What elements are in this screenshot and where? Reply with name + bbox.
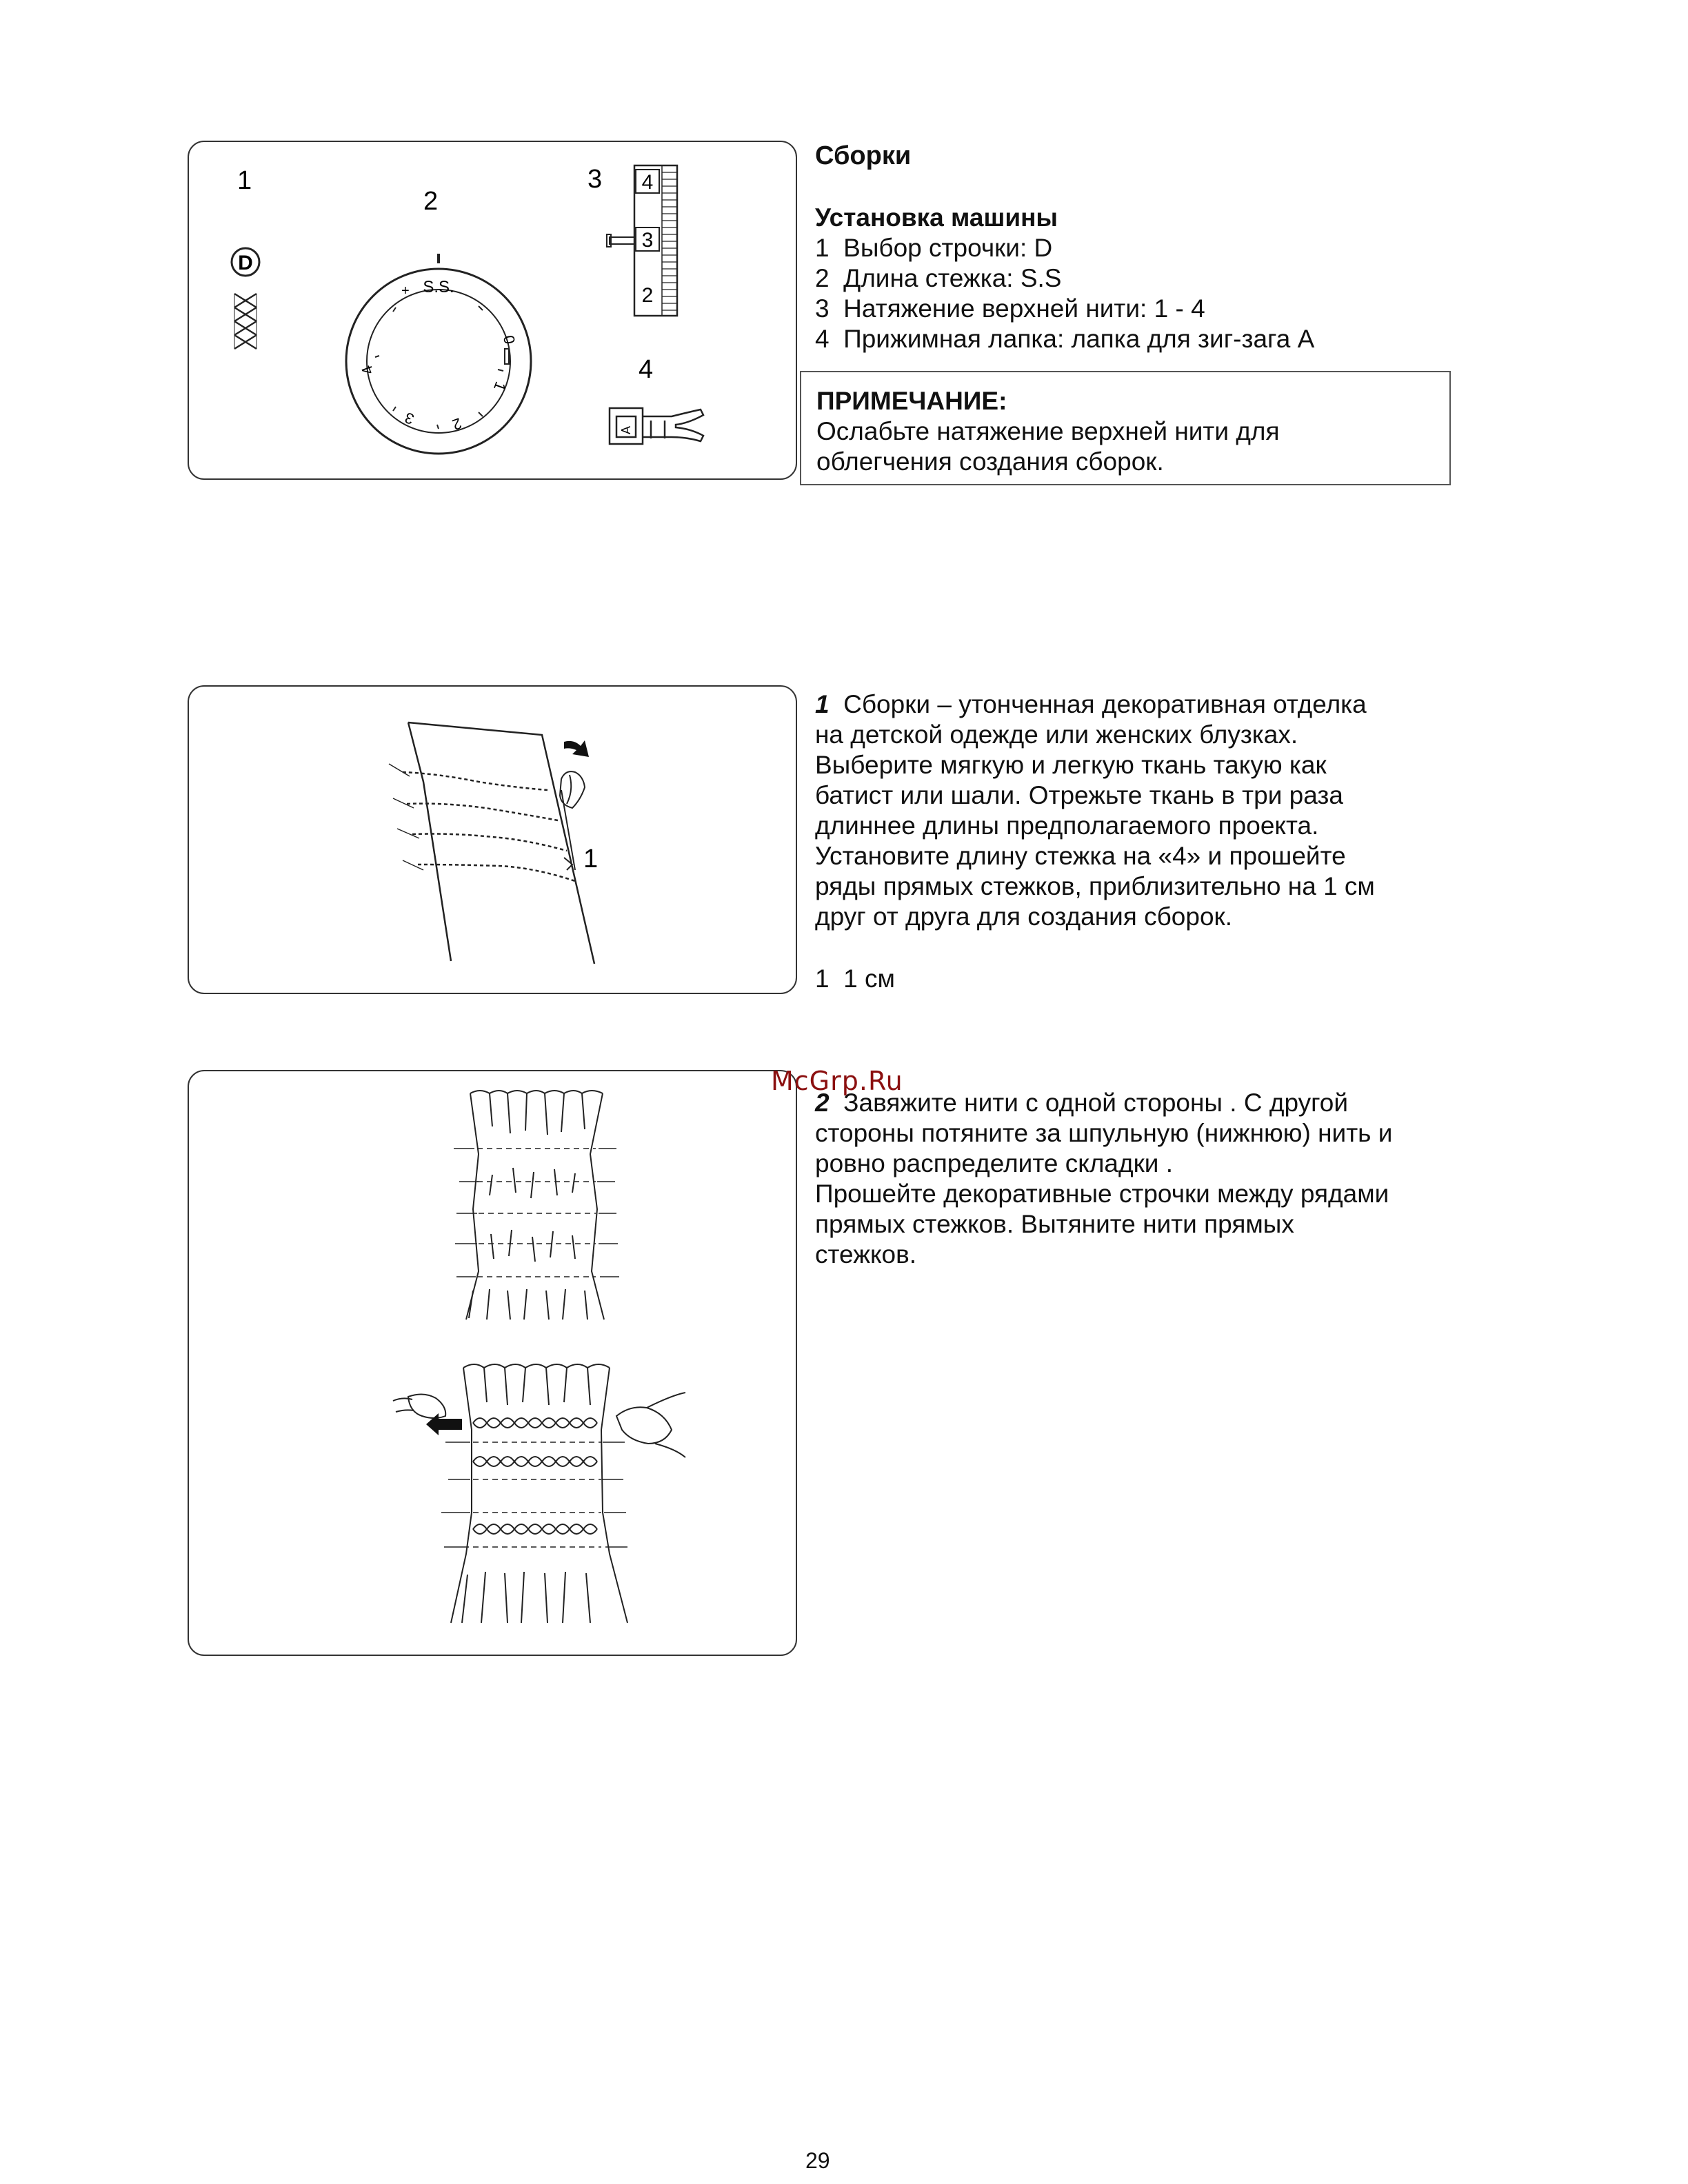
tension-mark-4: 4 <box>641 171 654 194</box>
step-2-line: стороны потяните за шпульную (нижнюю) нить и <box>815 1119 1393 1147</box>
svg-text:+: + <box>401 283 410 299</box>
step-2-line: Завяжите нити с одной стороны . С другой <box>843 1089 1349 1117</box>
step-1-line: ряды прямых стежков, приблизительно на 1 см <box>815 872 1375 900</box>
setup-item-text: Длина стежка: S.S <box>843 264 1062 292</box>
setup-item <box>815 324 1314 354</box>
tension-scale <box>607 165 677 316</box>
settings-illustration-panel <box>188 141 797 480</box>
setup-item-num: 2 <box>815 264 830 292</box>
setup-item-text: Натяжение верхней нити: 1 - 4 <box>843 294 1205 323</box>
setup-item-num: 3 <box>815 294 830 323</box>
reference-number: 1 <box>815 964 830 993</box>
step-1-line: Сборки – утонченная декоративная отделка <box>843 690 1367 718</box>
setup-item-num: 1 <box>815 234 830 262</box>
gathered-fabric-bottom <box>441 1364 627 1623</box>
arrow-right-icon <box>564 740 589 757</box>
page-number: 29 <box>805 2148 830 2173</box>
watermark: McGrp.Ru <box>771 1066 903 1096</box>
setup-item-text: Прижимная лапка: лапка для зиг-зага A <box>843 325 1315 353</box>
settings-illustration <box>189 142 796 478</box>
spacing-label: 1 <box>583 845 599 873</box>
hand-icon <box>560 771 585 808</box>
step-1-line: на детской одежде или женских блузках. <box>815 720 1298 749</box>
tension-mark-3: 3 <box>641 229 654 252</box>
straight-stitch-illustration-panel <box>188 685 797 994</box>
dial-zero-mark: 0 <box>500 334 519 345</box>
setup-item-num: 4 <box>815 325 830 353</box>
fabric-piece <box>389 722 594 964</box>
dial-ss-mark: S.S. <box>423 278 454 296</box>
reference-text: 1 см <box>843 964 895 993</box>
step-2-line: ровно распределите складки . <box>815 1149 1173 1177</box>
setup-item-text: Выбор строчки: D <box>843 234 1053 262</box>
smocking-illustration-panel <box>188 1070 797 1656</box>
machine-setup <box>815 203 1314 354</box>
stitch-length-dial <box>346 254 531 454</box>
setup-item <box>815 294 1314 324</box>
step-2-line: стежков. <box>815 1240 917 1268</box>
step-1-text <box>815 689 1449 932</box>
step-1-line: Установите длину стежка на «4» и прошейте <box>815 842 1346 870</box>
step-1-line: Выберите мягкую и легкую ткань такую как <box>815 751 1327 779</box>
dial-one-mark: 1 <box>490 379 510 394</box>
label-dial: 2 <box>423 187 439 216</box>
note-line: Ослабьте натяжение верхней нити для <box>816 417 1280 445</box>
smocking-illustration <box>189 1071 796 1655</box>
step-1-reference <box>815 964 895 994</box>
foot-letter: A <box>619 425 633 435</box>
tension-mark-2: 2 <box>641 284 654 307</box>
step-1-line: друг от друга для создания сборок. <box>815 902 1233 931</box>
setup-heading: Установка машины <box>815 203 1058 232</box>
label-tension: 3 <box>587 165 603 194</box>
note-line: облегчения создания сборок. <box>816 447 1164 476</box>
step-1-number: 1 <box>815 690 830 718</box>
label-pattern: 1 <box>237 166 252 195</box>
gathered-fabric-top <box>454 1091 619 1320</box>
section-title: Сборки <box>815 141 912 170</box>
step-1-line: длиннее длины предполагаемого проекта. <box>815 811 1319 840</box>
pattern-letter: D <box>238 252 253 274</box>
step-2-text <box>815 1088 1449 1270</box>
note-heading: ПРИМЕЧАНИЕ: <box>816 387 1007 415</box>
step-2-line: Прошейте декоративные строчки между рядами <box>815 1180 1389 1208</box>
setup-item <box>815 263 1314 294</box>
smocking-stitch-icon <box>234 294 257 349</box>
straight-stitch-illustration <box>189 687 796 993</box>
dial-two-mark: 2 <box>450 414 464 434</box>
step-2-line: прямых стежков. Вытяните нити прямых <box>815 1210 1294 1238</box>
step-1-line: батист или шали. Отрежьте ткань в три раза <box>815 781 1343 809</box>
note-box <box>800 371 1451 485</box>
hand-right-icon <box>616 1393 685 1457</box>
label-foot: 4 <box>639 355 654 384</box>
dial-three-mark: 3 <box>402 409 416 428</box>
dial-four-mark: 4 <box>358 363 377 377</box>
step-2-number: 2 <box>815 1089 830 1117</box>
setup-item <box>815 233 1314 263</box>
